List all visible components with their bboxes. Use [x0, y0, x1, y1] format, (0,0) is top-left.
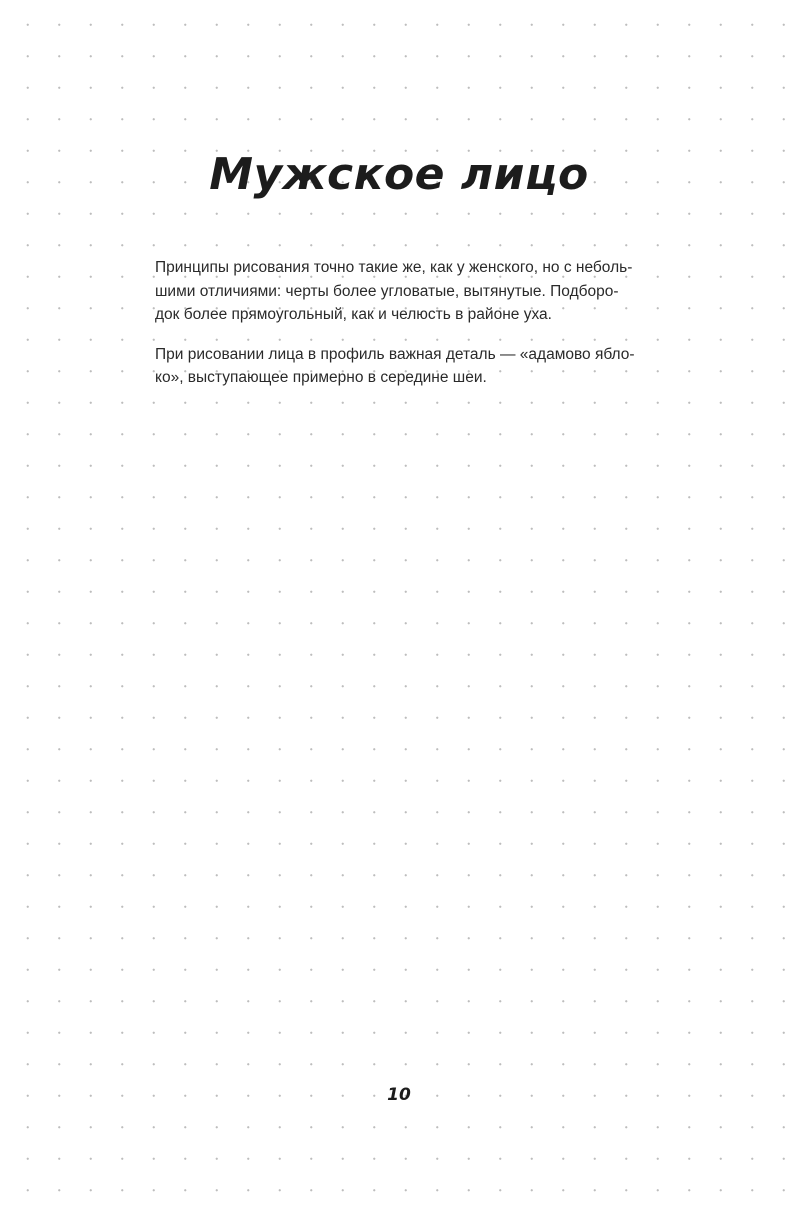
body-text	[155, 256, 643, 406]
paragraph-2: При рисовании лица в профиль важная деталь — «адамово ябло- ко», выступающее примерно в середине шеи.	[155, 345, 635, 386]
paragraph-1: Принципы рисования точно такие же, как у женского, но с неболь- шими отличиями: черты более угловатые, вытянутые. Подборо- док более прямоугольный, как и челюсть в районе уха.	[155, 259, 633, 323]
page-number: 10	[387, 1085, 411, 1105]
page-title: Мужское лицо	[209, 149, 589, 200]
